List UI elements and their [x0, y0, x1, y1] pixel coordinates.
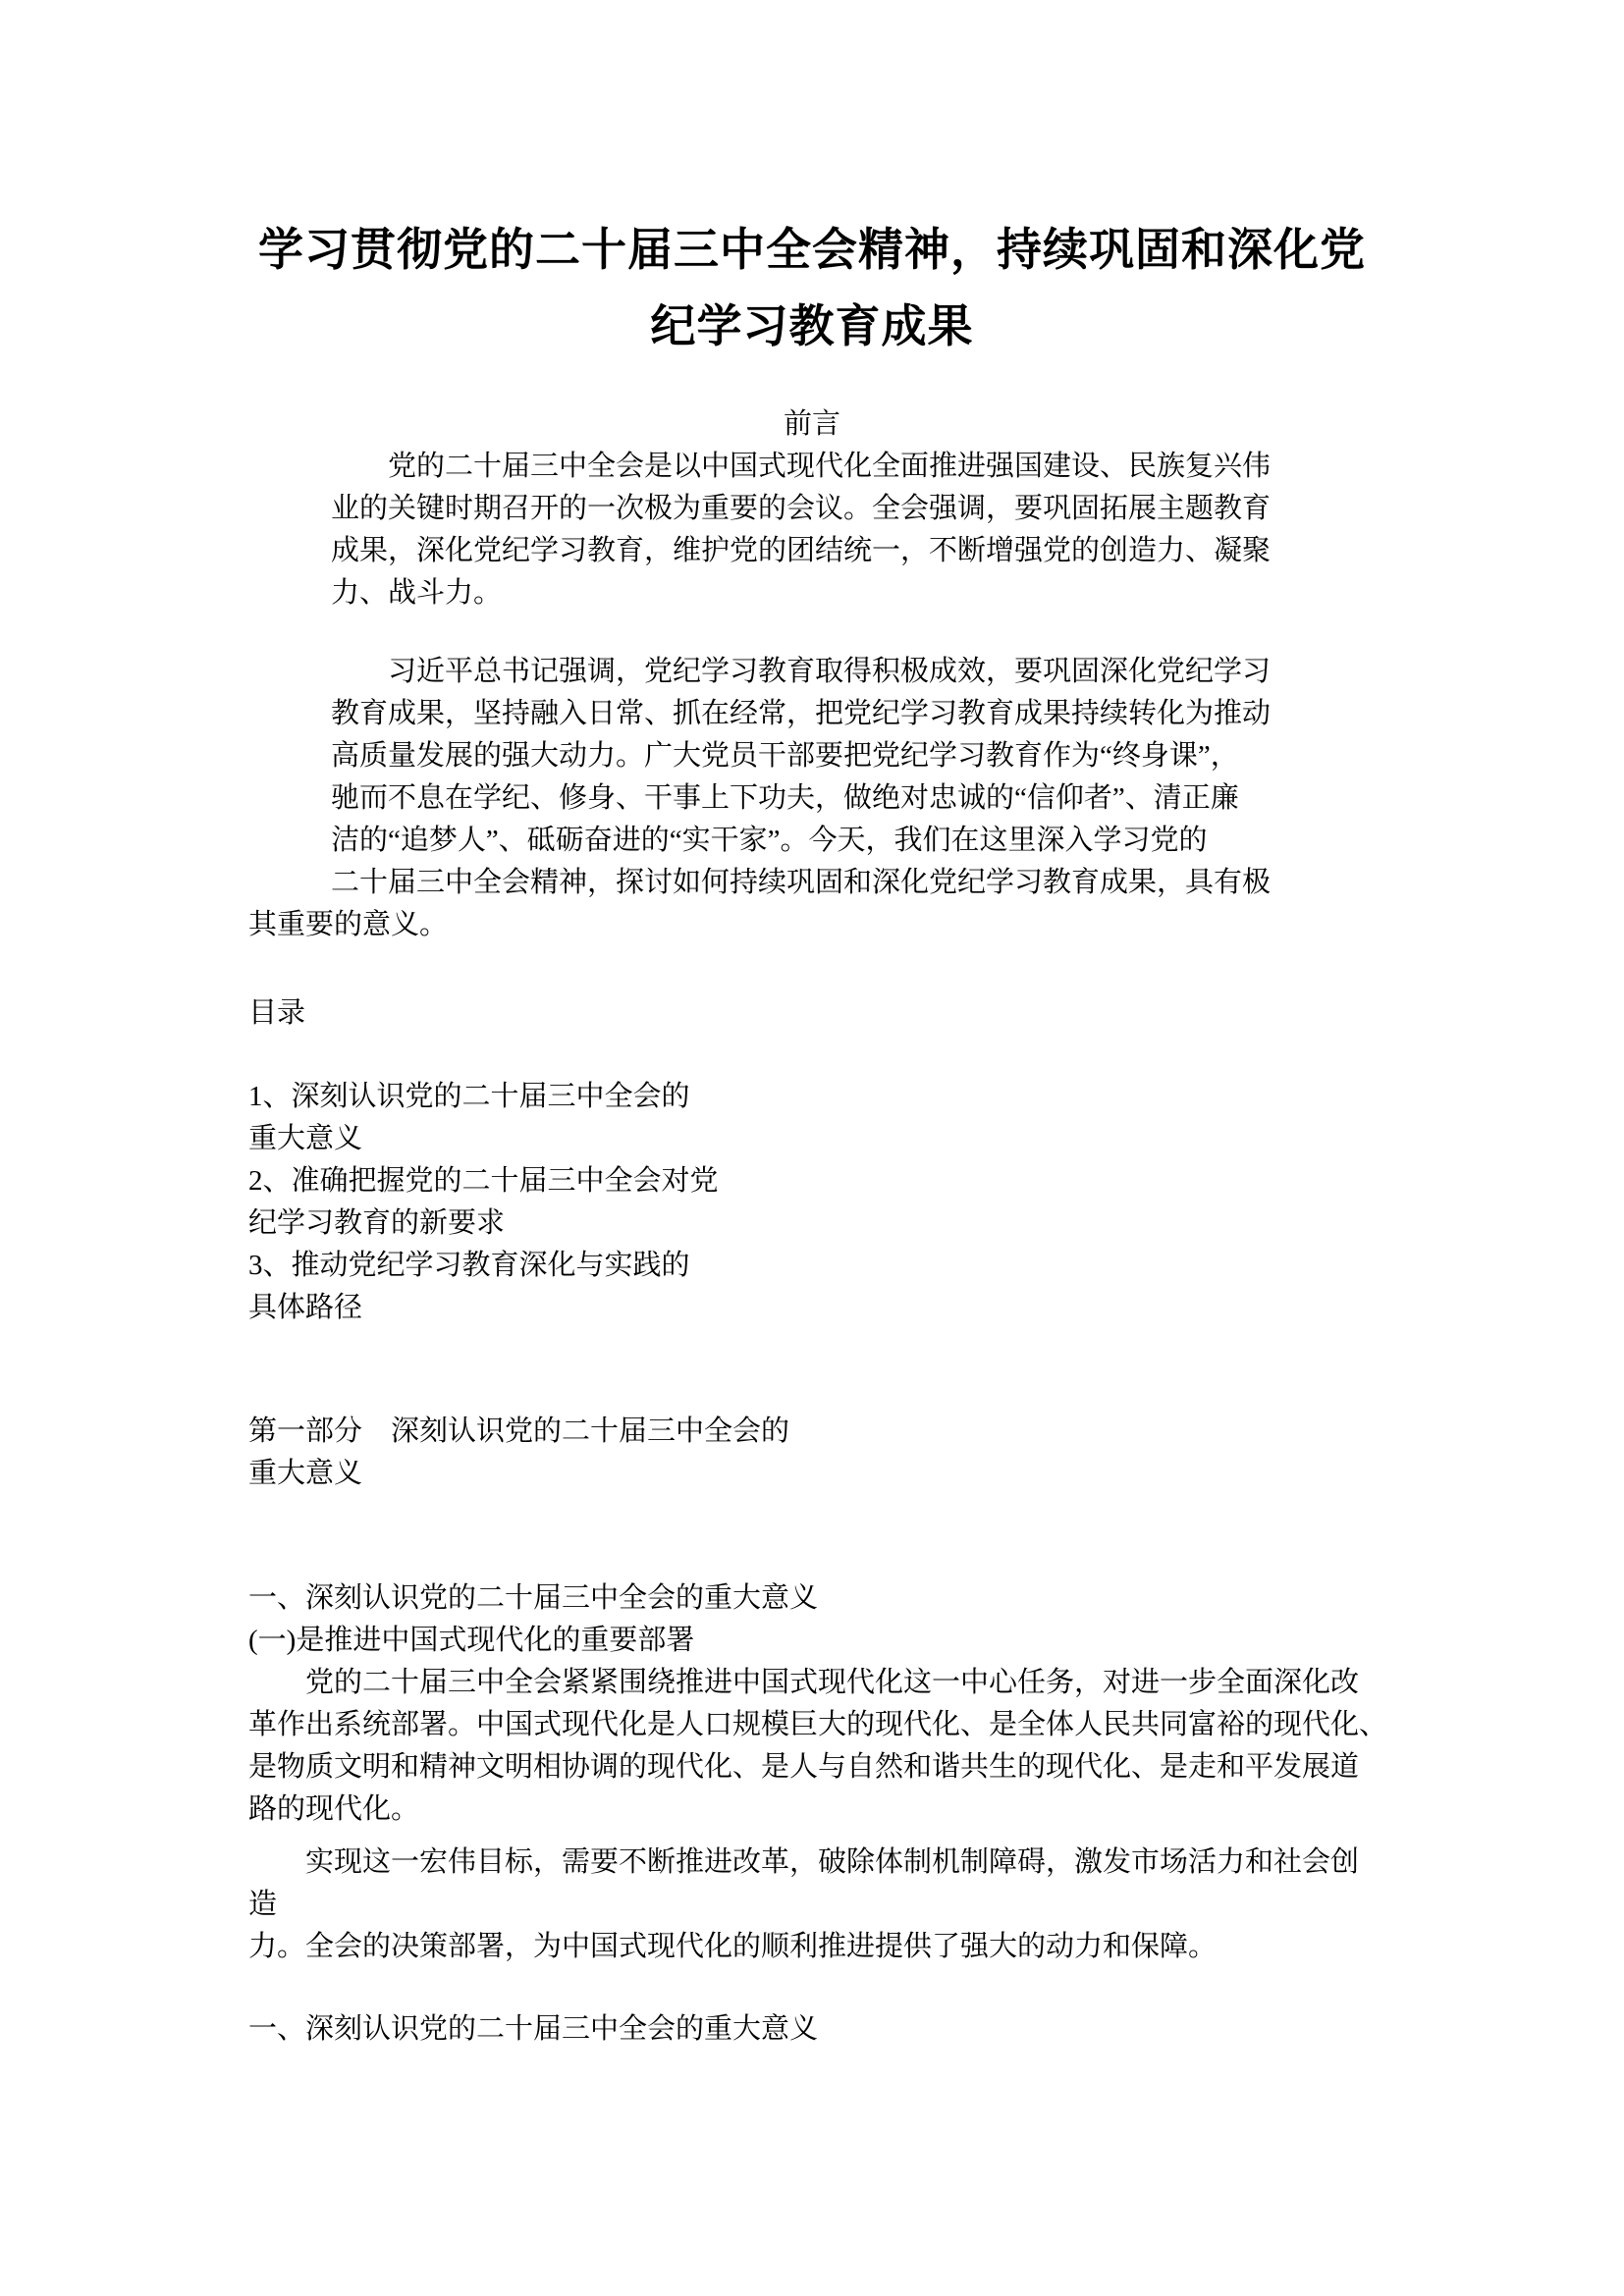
part1-heading-line2: 重大意义 [248, 1458, 363, 1489]
closing-section-title: 一、深刻认识党的二十届三中全会的重大意义 [248, 2013, 819, 2045]
paragraph-line: 革作出系统部署。中国式现代化是人口规模巨大的现代化、是全体人民共同富裕的现代化、 [248, 1709, 1388, 1740]
paragraph-line: 高质量发展的强大动力。广大党员干部要把党纪学习教育作为“终身课”， [331, 740, 1239, 772]
part1-heading-line1: 第一部分 深刻认识党的二十届三中全会的 [248, 1415, 790, 1447]
paragraph-line: 实现这一宏伟目标，需要不断推进改革，破除体制机制障碍，激发市场活力和社会创 [305, 1846, 1360, 1878]
paragraph-line: 习近平总书记强调，党纪学习教育取得积极成效，要巩固深化党纪学习 [388, 656, 1272, 687]
toc-item-line: 1、深刻认识党的二十届三中全会的 [248, 1081, 690, 1112]
toc-item-3 [248, 1245, 1376, 1329]
part1-heading [248, 1411, 1376, 1495]
body-paragraph-2 [248, 1842, 1376, 1968]
body-paragraph-1 [248, 1662, 1388, 1831]
toc-item-line: 重大意义 [248, 1123, 363, 1154]
toc-item-1 [248, 1076, 1376, 1160]
toc-heading: 目录 [248, 997, 306, 1029]
paragraph-line: 成果，深化党纪学习教育，维护党的团结统一，不断增强党的创造力、凝聚 [331, 535, 1272, 566]
toc-item-line: 具体路径 [248, 1292, 363, 1323]
paragraph-line: 造 [248, 1889, 278, 1920]
toc-list [248, 1076, 1376, 1329]
paragraph-line: 力。全会的决策部署，为中国式现代化的顺利推进提供了强大的动力和保障。 [248, 1931, 1218, 1962]
toc-item-2 [248, 1160, 1376, 1245]
document-title-line1: 学习贯彻党的二十届三中全会精神，持续巩固和深化党 [258, 224, 1366, 275]
preface-paragraph-1 [331, 446, 1293, 614]
document-title-line2: 纪学习教育成果 [650, 300, 974, 351]
section-title: 一、深刻认识党的二十届三中全会的重大意义 [248, 1582, 819, 1614]
paragraph-line: 洁的“追梦人”、砥砺奋进的“实干家”。今天，我们在这里深入学习党的 [331, 825, 1208, 856]
document-title [248, 211, 1376, 364]
toc-item-line: 2、准确把握党的二十届三中全会对党 [248, 1165, 719, 1197]
paragraph-line: 是物质文明和精神文明相协调的现代化、是人与自然和谐共生的现代化、是走和平发展道 [248, 1751, 1360, 1783]
subsection-title: (一)是推进中国式现代化的重要部署 [248, 1625, 695, 1656]
paragraph-line: 力、战斗力。 [331, 577, 503, 609]
paragraph-line: 党的二十届三中全会紧紧围绕推进中国式现代化这一中心任务，对进一步全面深化改 [305, 1667, 1360, 1698]
preface-paragraph-2-body [331, 651, 1293, 904]
paragraph-line: 路的现代化。 [248, 1793, 420, 1825]
toc-item-line: 3、推动党纪学习教育深化与实践的 [248, 1250, 690, 1281]
preface-heading: 前言 [783, 408, 840, 440]
paragraph-line: 二十届三中全会精神，探讨如何持续巩固和深化党纪学习教育成果，具有极 [331, 867, 1272, 898]
paragraph-line: 教育成果，坚持融入日常、抓在经常，把党纪学习教育成果持续转化为推动 [331, 698, 1272, 729]
toc-item-line: 纪学习教育的新要求 [248, 1207, 506, 1239]
paragraph-last-line: 其重要的意义。 [248, 909, 449, 940]
section-1-titles [248, 1577, 1376, 1662]
paragraph-line: 业的关键时期召开的一次极为重要的会议。全会强调，要巩固拓展主题教育 [331, 493, 1272, 524]
paragraph-line: 驰而不息在学纪、修身、干事上下功夫，做绝对忠诚的“信仰者”、清正廉 [331, 782, 1239, 814]
paragraph-line: 党的二十届三中全会是以中国式现代化全面推进强国建设、民族复兴伟 [388, 451, 1272, 482]
preface-paragraph-2 [248, 651, 1376, 946]
